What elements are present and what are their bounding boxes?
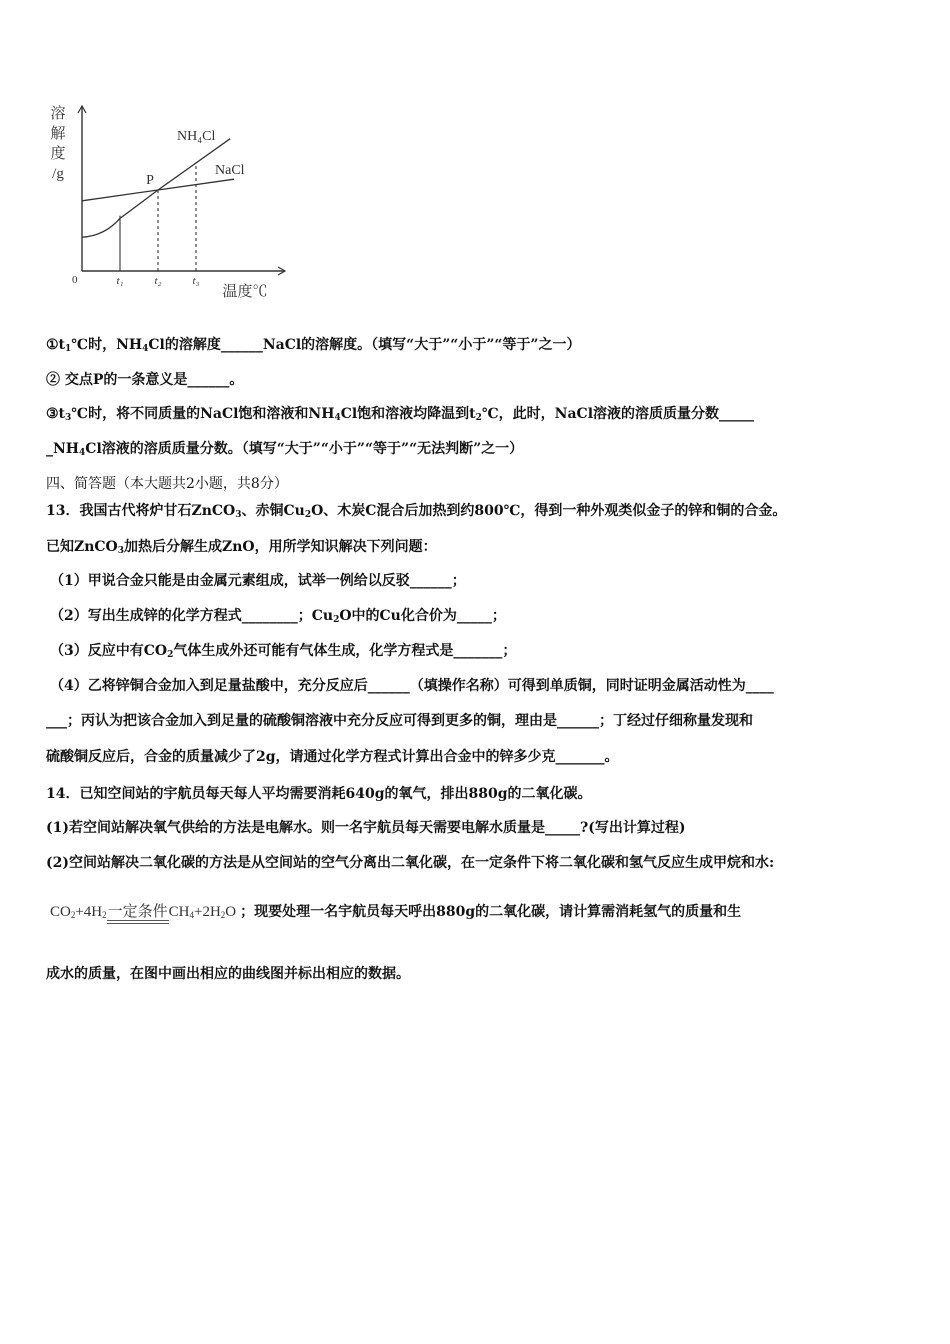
x-tick-label: t₃ <box>192 275 200 287</box>
q13-part4-line1: （4）乙将锌铜合金加入到足量盐酸中，充分反应后______（填操作名称）可得到单质铜，同时证明金属活动性为____ <box>50 678 774 694</box>
q14-equation-row <box>50 900 910 930</box>
origin-label: 0 <box>72 274 78 286</box>
q14-part2-end: 成水的质量，在图中画出相应的曲线图并标出相应的数据。 <box>46 966 410 982</box>
x-axis-label: 温度℃ <box>222 284 268 300</box>
section-heading: 四、简答题（本大题共2小题，共8分） <box>46 476 288 492</box>
chemical-equation: $CO_2+4H_2$一定条件$CH_4+2H_2O$ <box>50 900 236 921</box>
q13-part2: （2）写出生成锌的化学方程式________；$Cu_2O$中的Cu化合价为_____； <box>50 608 506 625</box>
point-p-label: P <box>146 173 154 188</box>
nh4cl-curve <box>82 139 230 238</box>
q12-part3-line2: $\_NH_4Cl$溶液的溶质质量分数。（填写“大于”“小于”“等于”“无法判断”之一） <box>46 441 524 458</box>
y-axis-label-char: 溶 <box>50 106 66 122</box>
q12-part1: $①t_1℃$时，$NH_4Cl$的溶解度______NaCl的溶解度。（填写“大于”“小于”“等于”之一） <box>46 337 581 354</box>
q13-part3: （3）反应中有$CO_2$气体生成外还可能有气体生成，化学方程式是_______； <box>50 643 517 660</box>
nacl-series-label: NaCl <box>215 162 245 178</box>
q13-stem-line1: 13．我国古代将炉甘石ZnCO$_3$、赤铜$Cu_2O$、木炭C混合后加热到约800℃，得到一种外观类似金子的锌和铜的合金。 <box>46 503 787 520</box>
q14-part1: (1)若空间站解决氧气供给的方法是电解水。则一名宇航员每天需要电解水质量是_____?(写出计算过程) <box>46 820 686 836</box>
x-tick-label: t₂ <box>154 275 162 287</box>
nh4cl-series-label: NH₄Cl <box>177 129 216 145</box>
y-axis-label-char: 度 <box>50 146 66 162</box>
y-axis-label-char: 解 <box>50 126 66 142</box>
q13-part1: （1）甲说合金只能是由金属元素组成，试举一例给以反驳______； <box>50 573 466 589</box>
q14-part2: (2)空间站解决二氧化碳的方法是从空间站的空气分离出二氧化碳，在一定条件下将二氧化碳和氢气反应生成甲烷和水: <box>46 855 775 871</box>
q13-part4-line2: ___；丙认为把该合金加入到足量的硫酸铜溶液中充分反应可得到更多的铜，理由是______；丁经过仔细称量发现和 <box>46 713 753 729</box>
q13-stem-line2: 已知ZnCO$_3$加热后分解生成ZnO，用所学知识解决下列问题： <box>46 539 437 556</box>
q12-part2: ② 交点P的一条意义是______。 <box>46 372 244 388</box>
q13-part4-line3: 硫酸铜反应后，合金的质量减少了2g，请通过化学方程式计算出合金中的锌多少克_______。 <box>46 749 619 765</box>
y-axis-label-char: /g <box>52 166 64 182</box>
solubility-graph <box>40 96 300 308</box>
q14-stem: 14．已知空间站的宇航员每天每人平均需要消耗640g的氧气，排出880g的二氧化碳。 <box>46 786 592 802</box>
x-tick-label: t₁ <box>116 275 124 287</box>
reaction-condition: 一定条件 <box>107 900 169 921</box>
q12-part3-line1: $③t_3℃$时，将不同质量的NaCl饱和溶液和$NH_4Cl$饱和溶液均降温到$t_2℃$，此时，NaCl溶液的溶质质量分数_____ <box>46 406 755 423</box>
q14-part2-continued: ；现要处理一名宇航员每天呼出880g的二氧化碳，请计算需消耗氢气的质量和生 <box>240 904 742 920</box>
